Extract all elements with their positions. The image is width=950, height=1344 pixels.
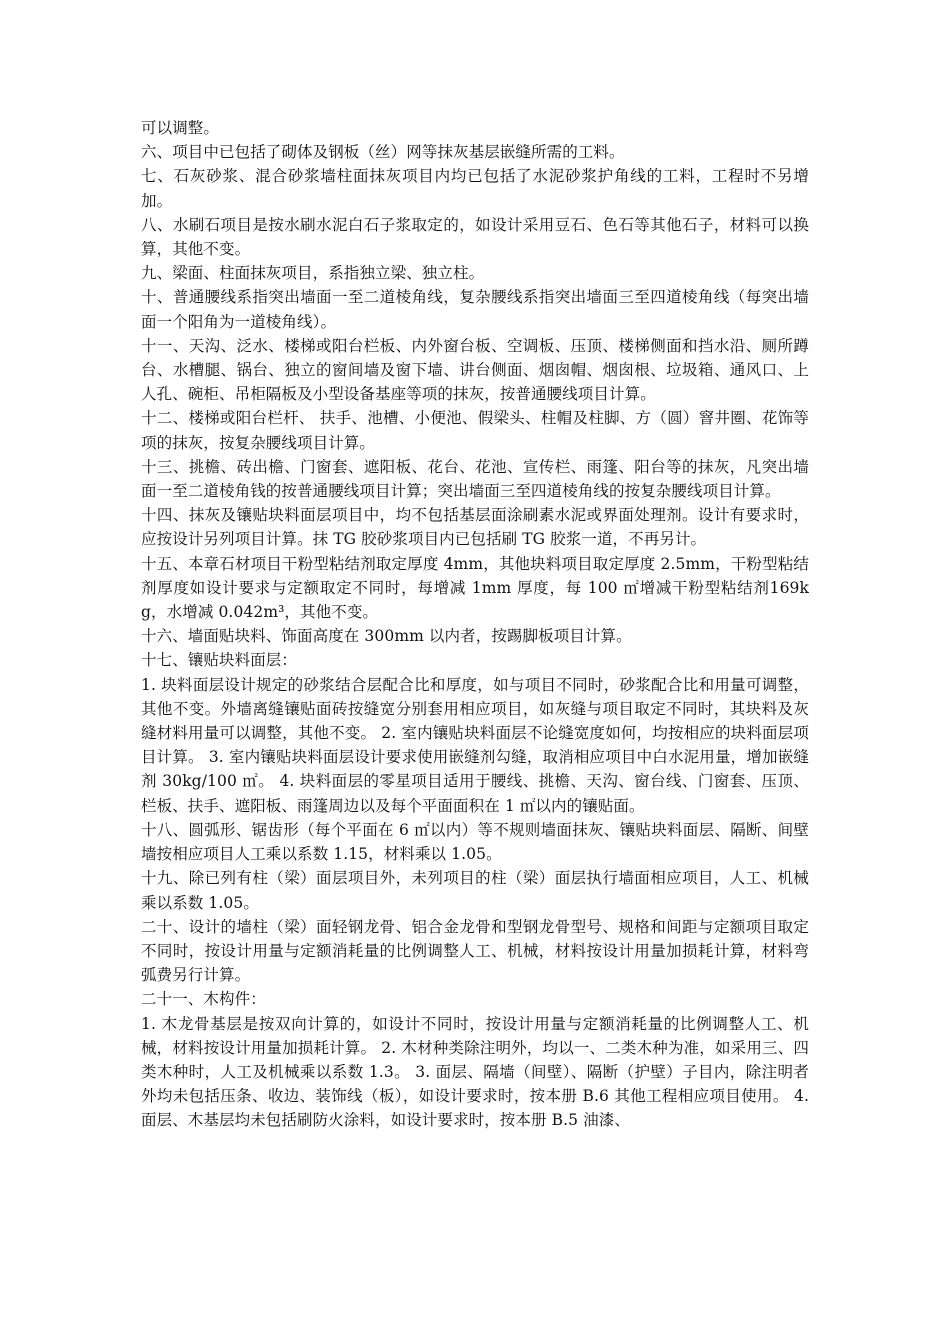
paragraph: 九、梁面、柱面抹灰项目，系指独立梁、独立柱。	[141, 264, 485, 283]
paragraph: 1. 木龙骨基层是按双向计算的，如设计不同时，按设计用量与定额消耗量的比例调整人工、机械，材料按设计用量加损耗计算。 2. 木材种类除注明外，均以一、二类木种为准，如采用三、四类木种时，人工及机械乘以系数 1.3。 3. 面层、隔墙（间壁）、隔断（护壁）子目内，除注明者外均未包括压条、收边、装饰线（板），如设计要求时，按本册 B.6 其他工程相应项目使用。 4. 面层、木基层均未包括刷防火涂料，如设计要求时，按本册 B.5 油漆、	[141, 1014, 809, 1130]
paragraph: 十、普通腰线系指突出墙面一至二道棱角线，复杂腰线系指突出墙面三至四道棱角线（每突出墙面一个阳角为一道棱角线）。	[141, 288, 809, 331]
paragraph: 十五、本章石材项目干粉型粘结剂取定厚度 4mm，其他块料项目取定厚度 2.5mm，干粉型粘结剂厚度如设计要求与定额取定不同时，每增减 1mm 厚度，每 100 ㎡增减干粉型粘结剂169kg，水增减 0.042m³，其他不变。	[141, 554, 809, 622]
paragraph: 十二、楼梯或阳台栏杆、 扶手、池槽、小便池、假梁头、柱帽及柱脚、方（圆）窨井圈、花饰等项的抹灰，按复杂腰线项目计算。	[141, 409, 809, 452]
paragraph: 十三、挑檐、砖出檐、门窗套、遮阳板、花台、花池、宣传栏、雨篷、阳台等的抹灰，凡突出墙面一至二道棱角钱的按普通腰线项目计算；突出墙面三至四道棱角线的按复杂腰线项目计算。	[141, 457, 809, 501]
section-heading: 十七、镶贴块料面层：	[141, 651, 298, 670]
paragraph: 1. 块料面层设计规定的砂浆结合层配合比和厚度，如与项目不同时，砂浆配合比和用量可调整，其他不变。外墙离缝镶贴面砖按缝宽分别套用相应项目，如灰缝与项目取定不同时，其块料及灰缝材料用量可以调整，其他不变。 2. 室内镶贴块料面层不论缝宽度如何，均按相应的块料面层项目计算。 3. 室内镶贴块料面层设计要求使用嵌缝剂勾缝，取消相应项目中白水泥用量，增加嵌缝剂 30kg/100 ㎡。 4. 块料面层的零星项目适用于腰线、挑檐、天沟、窗台线、门窗套、压顶、栏板、扶手、遮阳板、雨篷周边以及每个平面面积在 1 ㎡以内的镶贴面。	[141, 675, 809, 815]
paragraph: 十八、圆弧形、锯齿形（每个平面在 6 ㎡以内）等不规则墙面抹灰、镶贴块料面层、隔断、间壁墙按相应项目人工乘以系数 1.15，材料乘以 1.05。	[141, 820, 809, 864]
paragraph: 六、项目中已包括了砌体及钢板（丝）网等抹灰基层嵌缝所需的工料。	[141, 143, 625, 162]
paragraph: 七、石灰砂浆、混合砂浆墙柱面抹灰项目内均已包括了水泥砂浆护角线的工料，工程时不另增加。	[141, 167, 809, 210]
paragraph: 十一、天沟、泛水、楼梯或阳台栏板、内外窗台板、空调板、压顶、楼梯侧面和挡水沿、厕所蹲台、水槽腿、锅台、独立的窗间墙及窗下墙、讲台侧面、烟囱帽、烟囱根、垃圾箱、通风口、上人孔、碗柜、吊柜隔板及小型设备基座等项的抹灰，按普通腰线项目计算。	[141, 336, 809, 404]
section-heading: 二十一、木构件：	[141, 990, 266, 1009]
document-body	[141, 116, 809, 1133]
paragraph: 二十、设计的墙柱（梁）面轻钢龙骨、铝合金龙骨和型钢龙骨型号、规格和间距与定额项目取定不同时，按设计用量与定额消耗量的比例调整人工、机械，材料按设计用量加损耗计算，材料弯弧费另行计算。	[141, 917, 809, 985]
paragraph: 十六、墙面贴块料、饰面高度在 300mm 以内者，按踢脚板项目计算。	[141, 627, 632, 646]
paragraph: 可以调整。	[141, 119, 220, 137]
paragraph: 八、水刷石项目是按水刷水泥白石子浆取定的，如设计采用豆石、色石等其他石子，材料可以换算，其他不变。	[141, 215, 809, 259]
paragraph: 十四、抹灰及镶贴块料面层项目中，均不包括基层面涂刷素水泥或界面处理剂。设计有要求时，应按设计另列项目计算。抹 TG 胶砂浆项目内已包括刷 TG 胶浆一道，不再另计。	[141, 506, 809, 549]
paragraph: 十九、除已列有柱（梁）面层项目外，未列项目的柱（梁）面层执行墙面相应项目，人工、机械乘以系数 1.05。	[141, 869, 809, 912]
